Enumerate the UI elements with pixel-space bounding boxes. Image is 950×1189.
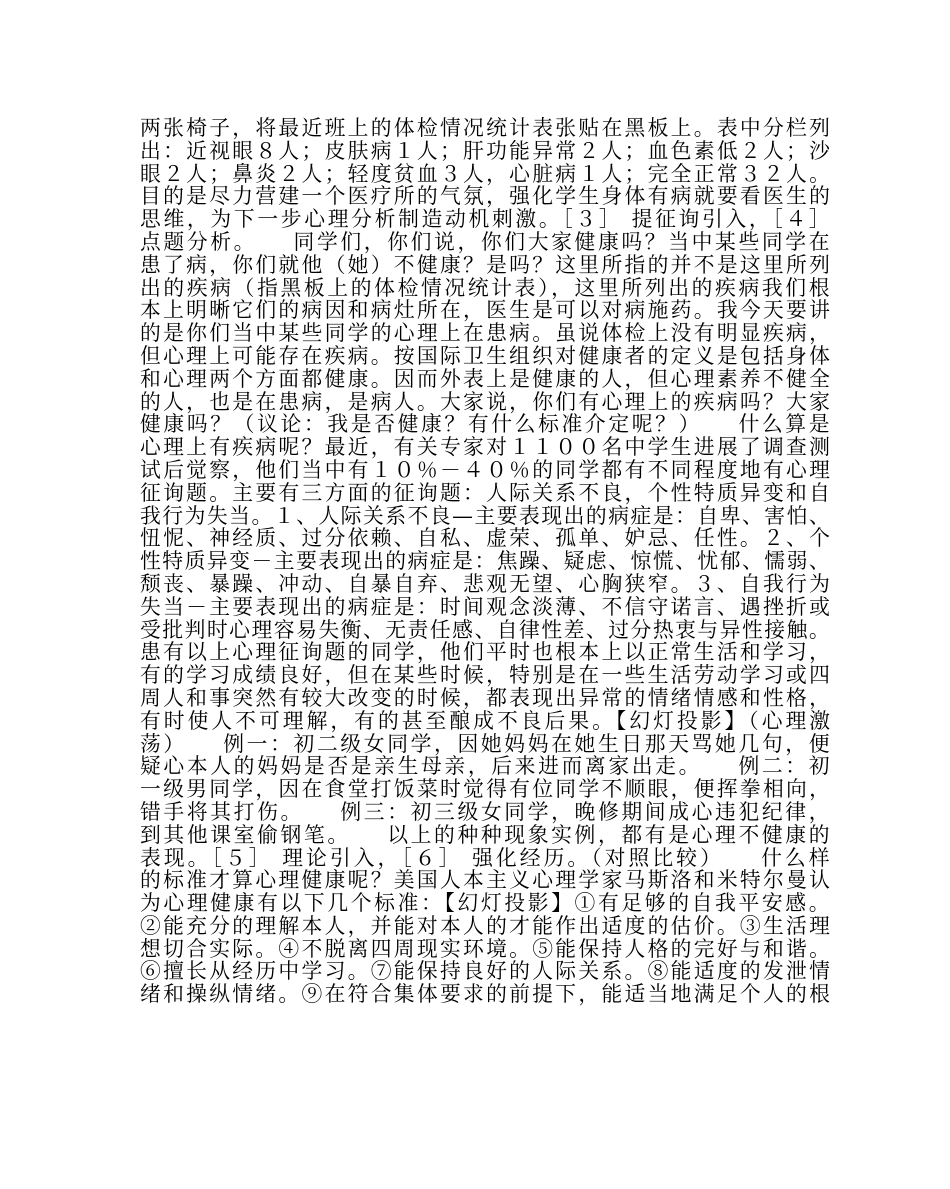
text-line: 表现。［５］ 理论引入，［６］ 强化经历。（对照比较） 什么样	[140, 845, 833, 870]
text-line: 两张椅子，将最近班上的体检情况统计表张贴在黑板上。表中分栏列	[140, 116, 833, 140]
text-line: 健康吗？（议论：我是否健康？有什么标准介定呢？） 什么算是	[140, 412, 833, 437]
text-line: 眼２人；鼻炎２人；轻度贫血３人，心脏病１人；完全正常３２人。	[140, 161, 833, 186]
text-line: 想切合实际。④不脱离四周现实环境。⑤能保持人格的完好与和谐。	[140, 936, 833, 961]
text-line: 疑心本人的妈妈是否是亲生母亲，后来进而离家出走。 例二：初	[140, 754, 833, 779]
text-line: 忸怩、神经质、过分依赖、自私、虚荣、孤单、妒忌、任性。２、个	[140, 526, 833, 551]
text-line: 的标准才算心理健康呢？美国人本主义心理学家马斯洛和米特尔曼认	[140, 868, 833, 893]
text-line: 出：近视眼８人；皮肤病１人；肝功能异常２人；血色素低２人；沙	[140, 138, 833, 163]
text-line: 的是你们当中某些同学的心理上在患病。虽说体检上没有明显疾病，	[140, 321, 833, 346]
text-line: 思维，为下一步心理分析制造动机刺激。［３］ 提征询引入，［４］	[140, 207, 833, 232]
text-line: 试后觉察，他们当中有１０％－４０％的同学都有不同程度地有心理	[140, 457, 833, 482]
text-line: 的人，也是在患病，是病人。大家说，你们有心理上的疾病吗？大家	[140, 389, 833, 414]
text-line: 错手将其打伤。 例三：初三级女同学，晚修期间成心违犯纪律，	[140, 799, 833, 824]
text-line: 颓丧、暴躁、冲动、自暴自弃、悲观无望、心胸狭窄。３、自我行为	[140, 571, 833, 596]
text-line: ②能充分的理解本人，并能对本人的才能作出适度的估价。③生活理	[140, 913, 833, 938]
text-line: 点题分析。 同学们，你们说，你们大家健康吗？当中某些同学在	[140, 229, 833, 254]
text-line: 征询题。主要有三方面的征询题：人际关系不良，个性特质异变和自	[140, 480, 833, 505]
text-line: 一级男同学，因在食堂打饭菜时觉得有位同学不顺眼，便挥拳相向，	[140, 777, 833, 802]
text-line: 患有以上心理征询题的同学，他们平时也根本上以正常生活和学习，	[140, 640, 833, 665]
text-line: 到其他课室偷钢笔。 以上的种种现象实例，都有是心理不健康的	[140, 822, 833, 847]
text-line: 为心理健康有以下几个标准：【幻灯投影】①有足够的自我平安感。	[140, 891, 833, 916]
text-line: 患了病，你们就他（她）不健康？是吗？这里所指的并不是这里所列	[140, 252, 833, 277]
text-line: 心理上有疾病呢？最近，有关专家对１１００名中学生进展了调查测	[140, 435, 833, 460]
body-text	[140, 116, 834, 1007]
text-line: 我行为失当。１、人际关系不良—主要表现出的病症是：自卑、害怕、	[140, 503, 832, 528]
text-line: 受批判时心理容易失衡、无责任感、自律性差、过分热衷与异性接触。	[140, 617, 832, 642]
text-line: 本上明晰它们的病因和病灶所在，医生是可以对病施药。我今天要讲	[140, 298, 833, 323]
text-line: ⑥擅长从经历中学习。⑦能保持良好的人际关系。⑧能适度的发泄情	[140, 959, 833, 984]
text-line: 出的疾病（指黑板上的体检情况统计表），这里所列出的疾病我们根	[140, 275, 833, 300]
text-line: 目的是尽力营建一个医疗所的气氛，强化学生身体有病就要看医生的	[140, 184, 833, 209]
text-line: 有时使人不可理解，有的甚至酿成不良后果。【幻灯投影】（心理激	[140, 708, 834, 733]
text-line: 但心理上可能存在疾病。按国际卫生组织对健康者的定义是包括身体	[140, 343, 833, 368]
text-line: 失当－主要表现出的病症是：时间观念淡薄、不信守诺言、遇挫折或	[140, 594, 833, 619]
text-line: 周人和事突然有较大改变的时候，都表现出异常的情绪情感和性格，	[140, 685, 833, 710]
text-line: 有的学习成绩良好，但在某些时候，特别是在一些生活劳动学习或四	[140, 663, 833, 688]
text-line: 绪和操纵情绪。⑨在符合集体要求的前提下，能适当地满足个人的根	[140, 982, 833, 1007]
text-line: 性特质异变－主要表现出的病症是：焦躁、疑虑、惊慌、忧郁、懦弱、	[140, 549, 832, 574]
text-line: 和心理两个方面都健康。因而外表上是健康的人，但心理素养不健全	[140, 366, 833, 391]
text-line: 荡） 例一：初二级女同学，因她妈妈在她生日那天骂她几句，便	[140, 731, 833, 756]
